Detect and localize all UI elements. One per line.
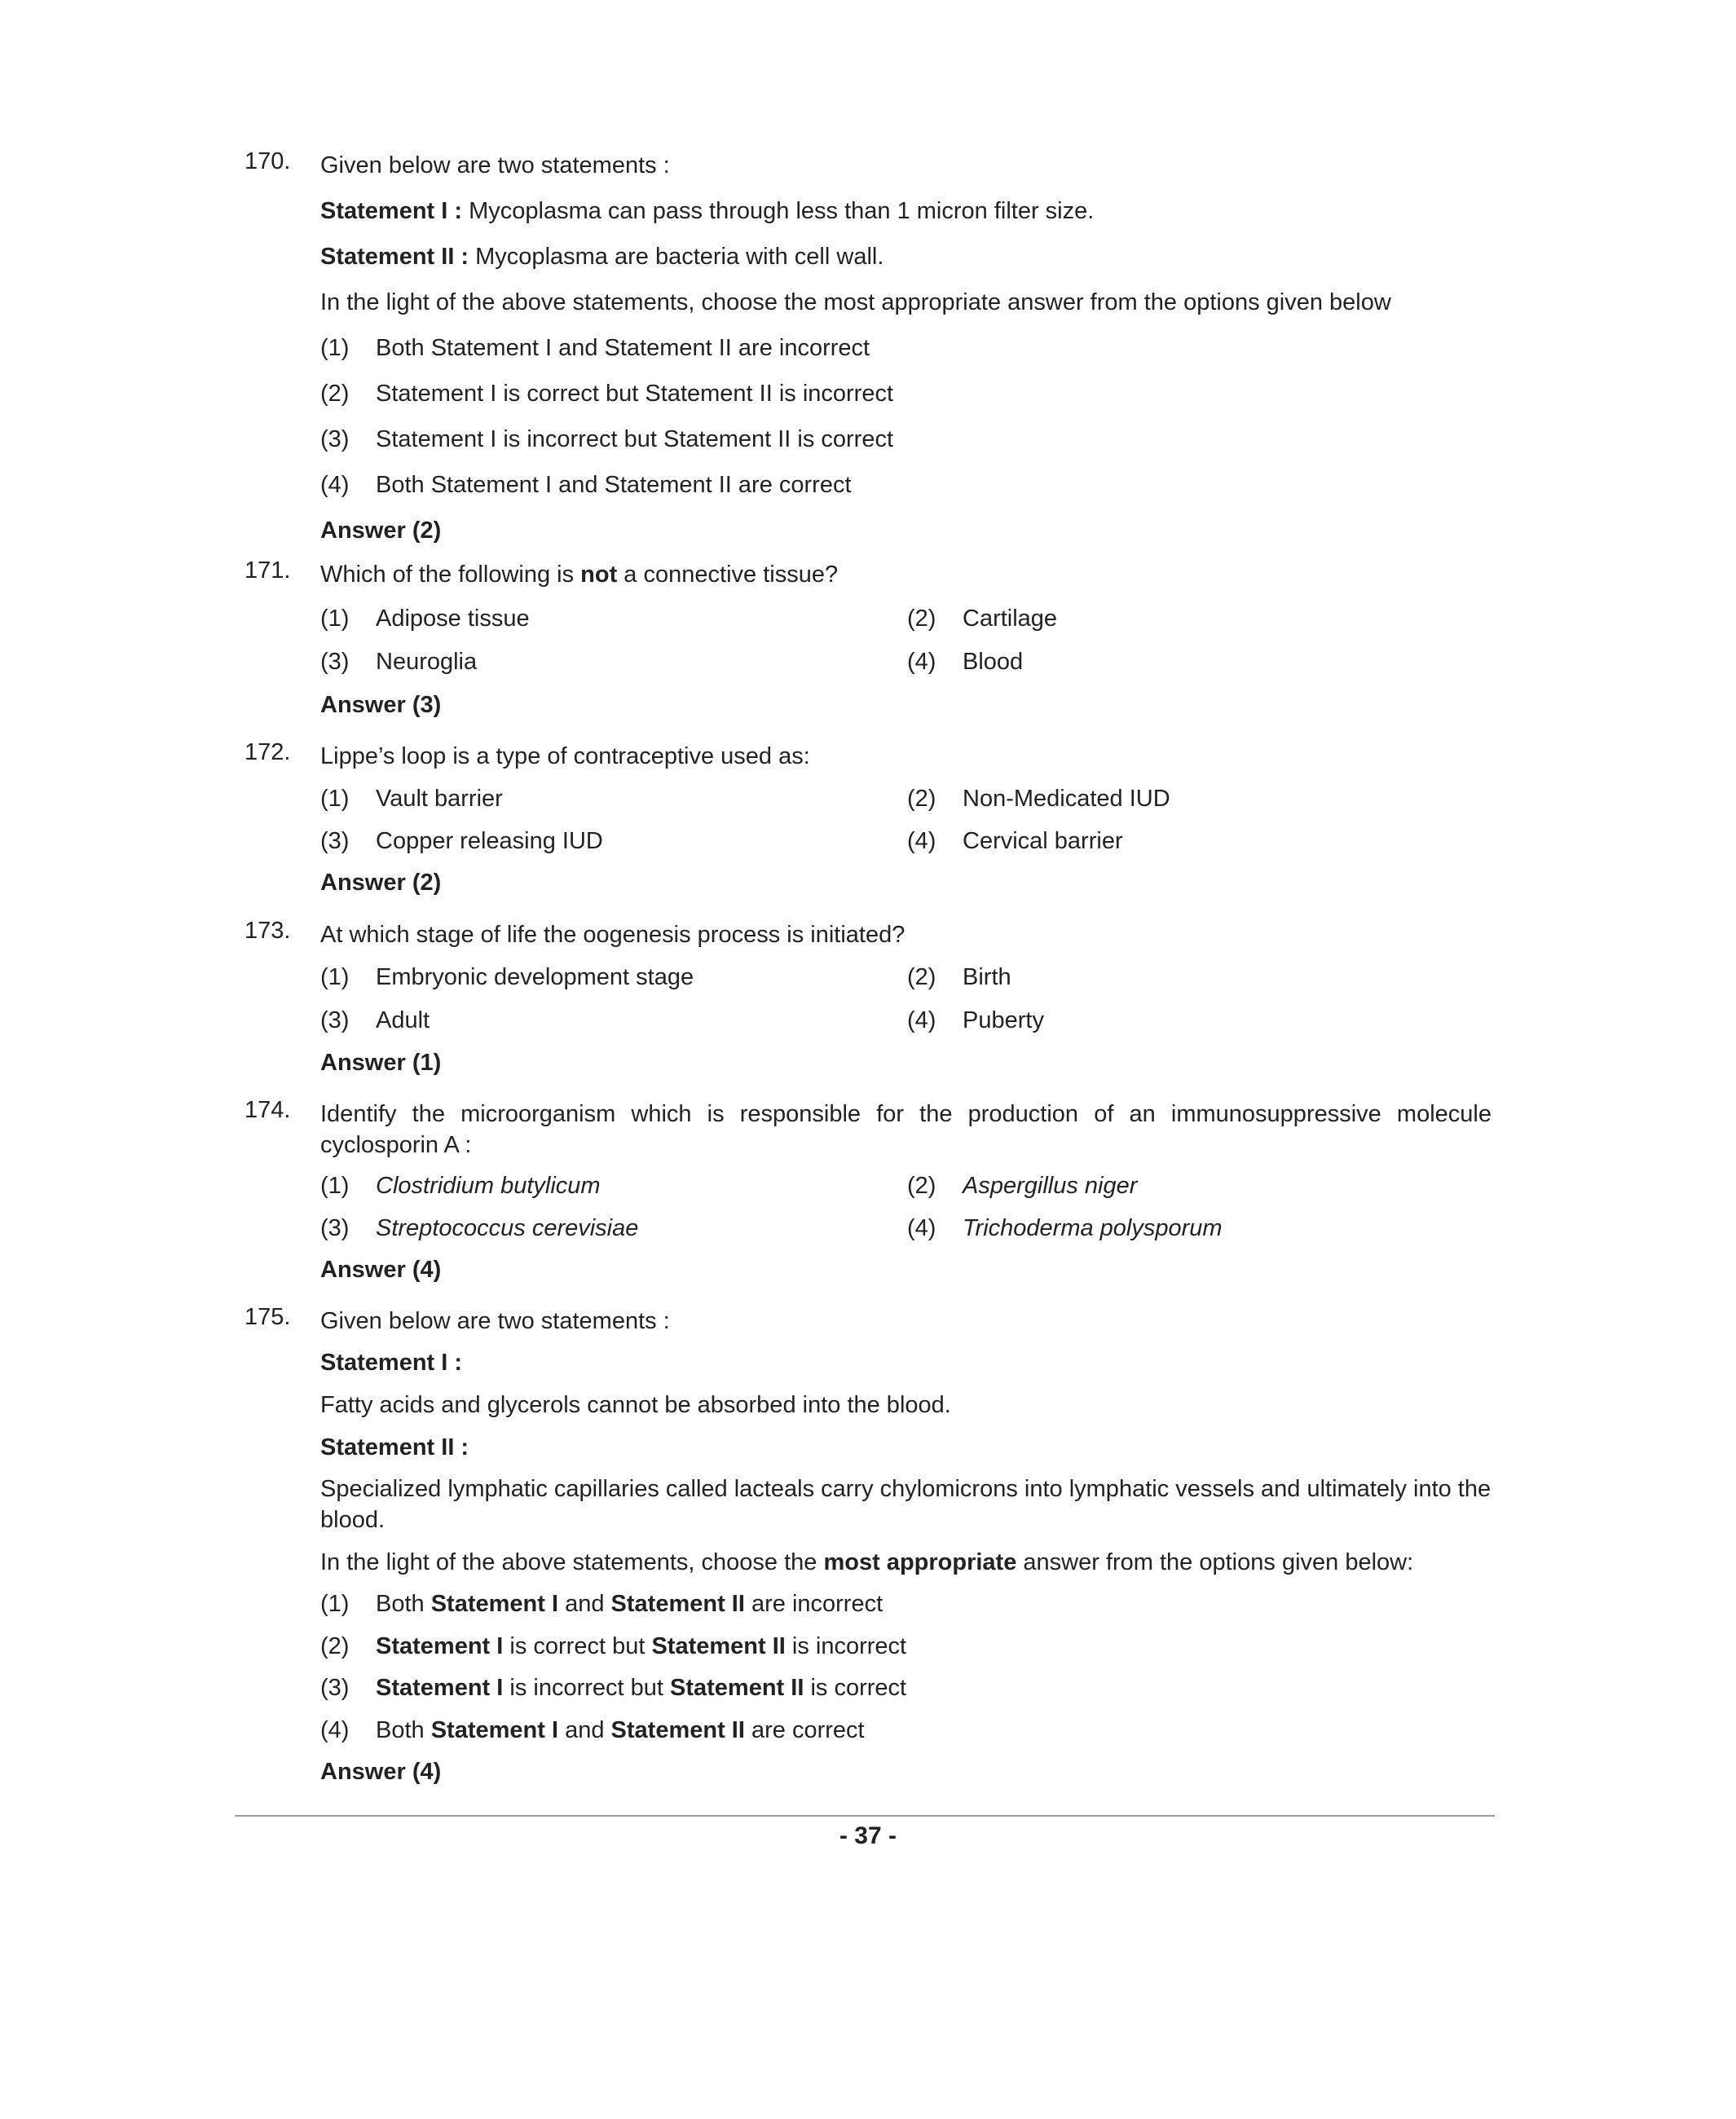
answer: Answer (3)	[320, 692, 442, 718]
option-2: (2) Aspergillus niger	[907, 1173, 1138, 1199]
option-3: (3) Streptococcus cerevisiae	[320, 1215, 639, 1241]
option-4: (4) Blood	[907, 649, 1024, 675]
statement-1	[320, 196, 1491, 227]
question-stem: Which of the following is not a connective tissue?	[320, 562, 839, 588]
statement-2	[320, 241, 1491, 272]
option-4: (4) Both Statement I and Statement II are correct	[320, 1717, 865, 1743]
option-3: (3) Statement I is incorrect but Statement II is correct	[320, 426, 894, 452]
statement-1-text: Mycoplasma can pass through less than 1 micron filter size.	[462, 198, 1095, 224]
statement-2-label: Statement II :	[320, 244, 469, 270]
answer: Answer (4)	[320, 1257, 442, 1283]
option-1: (1) Both Statement I and Statement II are incorrect	[320, 1591, 883, 1617]
question-stem: Identify the microorganism which is responsible for the production of an immunosuppressive molecule cyclosporin A :	[320, 1101, 1491, 1158]
option-1: (1) Both Statement I and Statement II are incorrect	[320, 335, 870, 361]
option-1: (1) Embryonic development stage	[320, 964, 694, 990]
instruction: In the light of the above statements, choose the most appropriate answer from the options given below	[320, 289, 1391, 315]
option-2: (2) Statement I is correct but Statement II is incorrect	[320, 381, 894, 407]
option-4: (4) Both Statement I and Statement II are correct	[320, 472, 852, 498]
question-number: 174.	[245, 1097, 291, 1123]
answer: Answer (2)	[320, 518, 442, 544]
option-1: (1) Vault barrier	[320, 786, 503, 812]
question-number: 170.	[245, 148, 291, 174]
option-3: (3) Adult	[320, 1007, 430, 1033]
answer: Answer (1)	[320, 1050, 442, 1076]
option-4: (4) Puberty	[907, 1007, 1044, 1033]
page-number: - 37 -	[839, 1822, 897, 1849]
footer-divider	[235, 1815, 1495, 1817]
question-number: 173.	[245, 918, 291, 944]
option-4: (4) Trichoderma polysporum	[907, 1215, 1223, 1241]
option-3: (3) Copper releasing IUD	[320, 828, 603, 854]
statement-2-label: Statement II :	[320, 1434, 469, 1460]
statement-1-text: Fatty acids and glycerols cannot be absorbed into the blood.	[320, 1392, 951, 1418]
option-2: (2) Non-Medicated IUD	[907, 786, 1170, 812]
option-2: (2) Statement I is correct but Statement II is incorrect	[320, 1633, 907, 1659]
option-3: (3) Neuroglia	[320, 649, 478, 675]
question-number: 175.	[245, 1304, 291, 1330]
question-intro: Given below are two statements :	[320, 1308, 670, 1334]
statement-2-text: Mycoplasma are bacteria with cell wall.	[469, 244, 884, 270]
option-2: (2) Cartilage	[907, 606, 1058, 632]
option-4: (4) Cervical barrier	[907, 828, 1123, 854]
statement-2-text: Specialized lymphatic capillaries called lacteals carry chylomicrons into lymphatic vessels and ultimately into the blood.	[320, 1476, 1491, 1533]
question-stem: At which stage of life the oogenesis process is initiated?	[320, 922, 905, 948]
statement-1-label: Statement I :	[320, 1350, 463, 1376]
question-number: 171.	[245, 557, 291, 584]
option-2: (2) Birth	[907, 964, 1011, 990]
answer: Answer (4)	[320, 1759, 442, 1785]
option-1: (1) Clostridium butylicum	[320, 1173, 601, 1199]
option-3: (3) Statement I is incorrect but Statement II is correct	[320, 1675, 907, 1701]
question-number: 172.	[245, 739, 291, 765]
option-1: (1) Adipose tissue	[320, 606, 530, 632]
answer: Answer (2)	[320, 870, 442, 896]
question-stem: Lippe’s loop is a type of contraceptive used as:	[320, 743, 810, 769]
instruction: In the light of the above statements, choose the most appropriate answer from the options given below:	[320, 1549, 1414, 1575]
question-intro: Given below are two statements :	[320, 152, 670, 178]
statement-1-label: Statement I :	[320, 198, 463, 224]
